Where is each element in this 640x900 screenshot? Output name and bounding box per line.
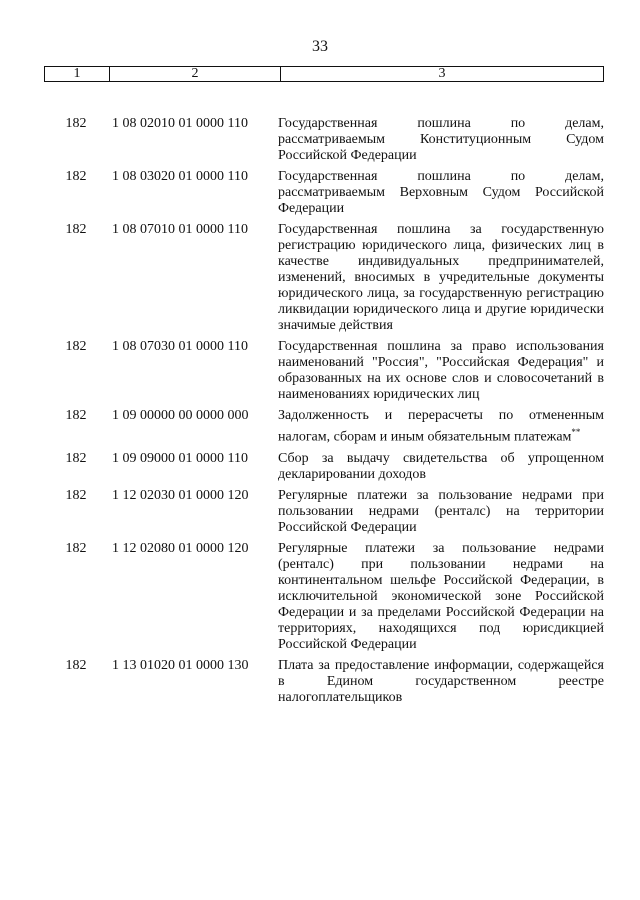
revenue-description: Задолженность и перерасчеты по отмененным налогам, сборам и иным обязательным платежам bbox=[278, 408, 604, 445]
table-row bbox=[44, 222, 604, 334]
revenue-description-with-note bbox=[278, 408, 604, 446]
admin-code: 182 bbox=[65, 487, 87, 503]
budget-code: 1 09 00000 00 0000 000 bbox=[112, 408, 249, 423]
budget-code: 1 12 02080 01 0000 120 bbox=[112, 540, 249, 556]
revenue-description: Государственная пошлина за государственную регистрацию юридического лица, физических лиц в качестве индивидуальных предпринимателей, изменений, вносимых в учредительные документы юридического лица, за государственную регистрацию ликвидации юридического лица и другие юридически значимые действия bbox=[278, 222, 604, 333]
admin-code: 182 bbox=[65, 339, 87, 354]
budget-code: 1 08 07030 01 0000 110 bbox=[112, 339, 248, 354]
table-row bbox=[44, 339, 604, 403]
revenue-description: Государственная пошлина по делам, рассматриваемым Конституционным Судом Российской Федерации bbox=[278, 116, 604, 163]
revenue-description: Сбор за выдачу свидетельства об упрощенном декларировании доходов bbox=[278, 450, 604, 482]
budget-code: 1 08 02010 01 0000 110 bbox=[112, 116, 248, 131]
revenue-description: Регулярные платежи за пользование недрами (ренталс) при пользовании недрами на континентальном шельфе Российской Федерации, в исключительной экономической зоне Российской Федерации и за пределами Российской Федерации на территориях, находящихся под юрисдикцией Российской Федерации bbox=[278, 540, 604, 652]
admin-code: 182 bbox=[65, 540, 87, 556]
revenue-description: Государственная пошлина по делам, рассматриваемым Верховным Судом Российской Федерации bbox=[278, 169, 604, 216]
table-row bbox=[44, 408, 604, 446]
footnote-marker: ** bbox=[571, 427, 581, 437]
budget-code: 1 08 07010 01 0000 110 bbox=[112, 222, 248, 237]
page-number: 33 bbox=[312, 38, 328, 55]
revenue-description: Государственная пошлина за право использования наименований "Россия", "Российская Федерация" и образованных на их основе слов и словосочетаний в наименованиях юридических лиц bbox=[278, 339, 604, 402]
admin-code: 182 bbox=[65, 116, 87, 131]
revenue-description: Регулярные платежи за пользование недрами при пользовании недрами (ренталс) на территории Российской Федерации bbox=[278, 487, 604, 535]
admin-code: 182 bbox=[65, 222, 87, 237]
admin-code: 182 bbox=[65, 450, 87, 466]
budget-code: 1 12 02030 01 0000 120 bbox=[112, 487, 249, 503]
budget-code: 1 13 01020 01 0000 130 bbox=[112, 657, 249, 673]
admin-code: 182 bbox=[65, 657, 87, 673]
table-row bbox=[44, 541, 604, 653]
budget-code: 1 09 09000 01 0000 110 bbox=[112, 450, 248, 466]
table-row bbox=[44, 116, 604, 164]
budget-code: 1 08 03020 01 0000 110 bbox=[112, 169, 248, 184]
table-body bbox=[44, 116, 604, 711]
column-header-2: 2 bbox=[110, 67, 281, 82]
table-row bbox=[44, 658, 604, 706]
table-row bbox=[44, 451, 604, 483]
revenue-description: Плата за предоставление информации, содержащейся в Едином государственном реестре налогоплательщиков bbox=[278, 657, 604, 705]
admin-code: 182 bbox=[65, 408, 87, 423]
column-header-table bbox=[44, 66, 604, 82]
table-row bbox=[44, 488, 604, 536]
column-header-3: 3 bbox=[281, 67, 604, 82]
column-header-1: 1 bbox=[45, 67, 110, 82]
table-row bbox=[44, 169, 604, 217]
admin-code: 182 bbox=[65, 169, 87, 184]
